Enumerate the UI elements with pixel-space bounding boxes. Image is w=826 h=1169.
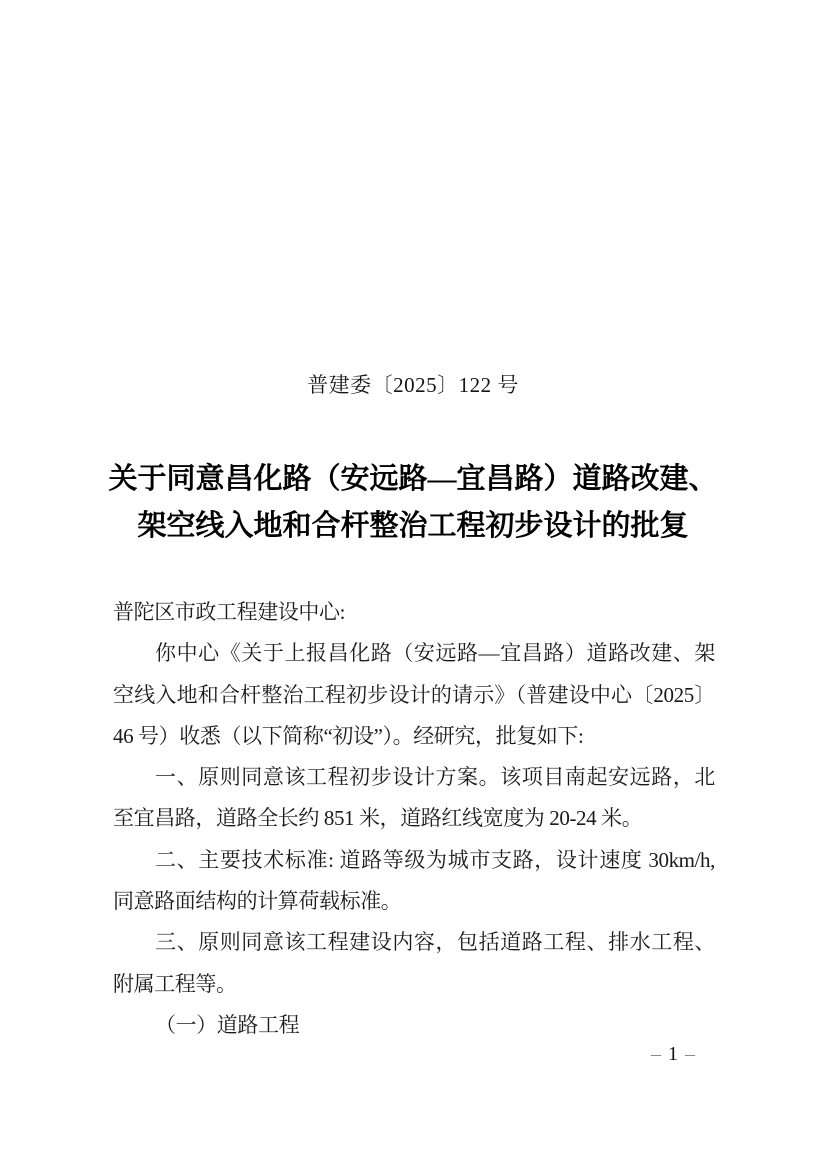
body-line: 至宜昌路，道路全长约 851 米，道路红线宽度为 20-24 米。 <box>113 806 643 831</box>
salutation: 普陀区市政工程建设中心: <box>113 600 346 624</box>
document-title <box>0 456 826 550</box>
body-line: 46 号）收悉（以下简称“初设”）。经研究，批复如下: <box>113 723 584 748</box>
body-line: 三、原则同意该工程建设内容，包括道路工程、排水工程、 <box>155 930 715 955</box>
body-line: 你中心《关于上报昌化路（安远路—宜昌路）道路改建、架 <box>155 641 715 666</box>
body-line: 附属工程等。 <box>113 971 237 996</box>
body-line: 二、主要技术标准: 道路等级为城市支路，设计速度 30km/h, <box>155 847 715 872</box>
page-number <box>644 1042 702 1066</box>
page-number-value: 1 <box>668 1043 678 1065</box>
title-line-2: 架空线入地和合杆整治工程初步设计的批复 <box>137 510 689 542</box>
page-number-dash-left: – <box>651 1043 661 1065</box>
body-line: 一、原则同意该工程初步设计方案。该项目南起安远路，北 <box>155 765 715 790</box>
body-line: 空线入地和合杆整治工程初步设计的请示》（普建设中心〔2025〕 <box>113 682 715 707</box>
document-body <box>113 592 715 1046</box>
body-line: 同意路面结构的计算荷载标准。 <box>113 889 402 914</box>
title-line-1: 关于同意昌化路（安远路—宜昌路）道路改建、 <box>108 463 718 495</box>
body-line: （一）道路工程 <box>155 1012 300 1037</box>
page-number-dash-right: – <box>685 1043 695 1065</box>
doc-number: 普建委〔2025〕122 号 <box>307 373 519 397</box>
